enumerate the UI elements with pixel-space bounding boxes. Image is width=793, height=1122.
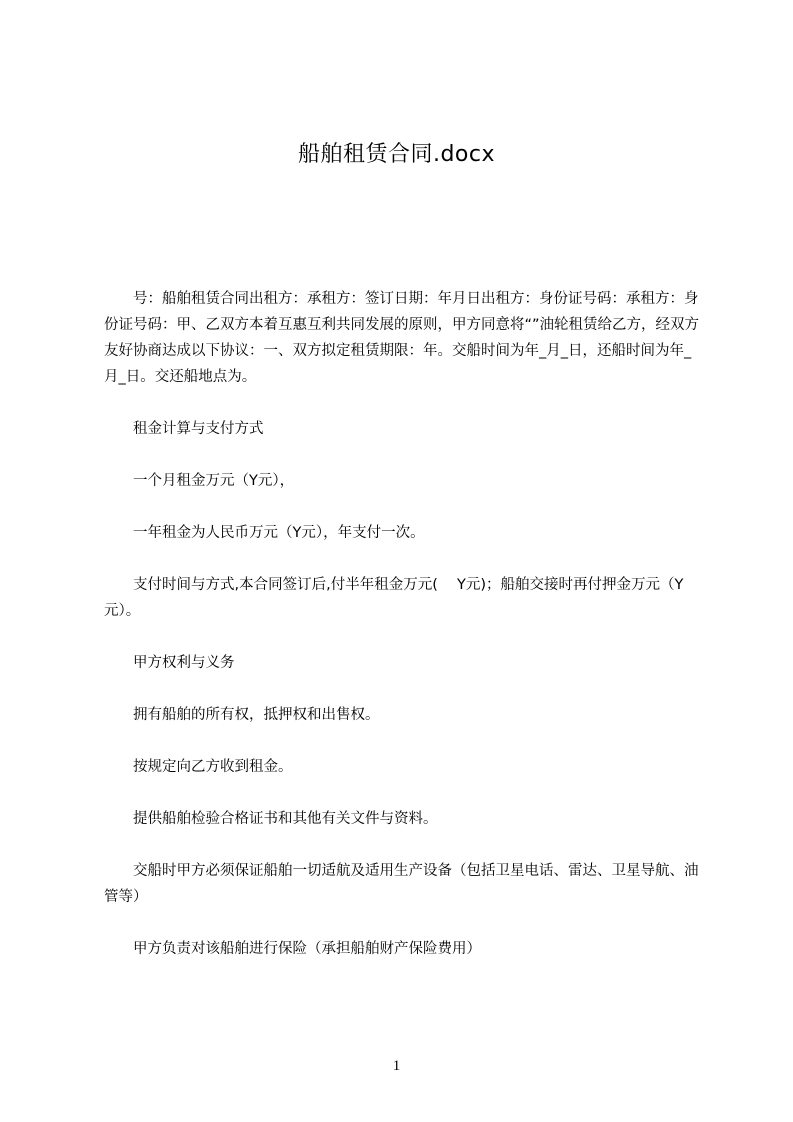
paragraph-payment-terms: 支付时间与方式,本合同签订后,付半年租金万元( Y元)；船舶交接时再付押金万元（Y元）。	[104, 577, 684, 619]
paragraph-certificates: 提供船舶检验合格证书和其他有关文件与资料。	[133, 811, 438, 827]
paragraph-seaworthiness: 交船时甲方必须保证船舶一切适航及适用生产设备（包括卫星电话、雷达、卫星导航、油管等）	[104, 863, 699, 905]
paragraph-collect-rent: 按规定向乙方收到租金。	[133, 759, 293, 775]
paragraph-insurance: 甲方负责对该船舶进行保险（承担船舶财产保险费用）	[133, 941, 481, 957]
page-number: 1	[392, 1058, 401, 1074]
document-title: 船舶租赁合同.docx	[297, 142, 496, 167]
document-body	[104, 286, 700, 962]
paragraph-party-a-heading: 甲方权利与义务	[133, 655, 235, 671]
paragraph-ownership: 拥有船舶的所有权，抵押权和出售权。	[133, 707, 380, 723]
paragraph-intro: 号：船舶租赁合同出租方：承租方：签订日期：年月日出租方：身份证号码：承租方：身份证号码：甲、乙双方本着互惠互利共同发展的原则，甲方同意将“”油轮租赁给乙方，经双方友好协商达成以下协议：一、双方拟定租赁期限：年。交船时间为年_月_日，还船时间为年_月_日。交还船地点为。	[104, 291, 700, 385]
paragraph-rent-heading: 租金计算与支付方式	[133, 421, 264, 437]
paragraph-monthly-rent: 一个月租金万元（Y元），	[133, 473, 295, 489]
paragraph-annual-rent: 一年租金为人民币万元（Y元），年支付一次。	[133, 525, 425, 541]
